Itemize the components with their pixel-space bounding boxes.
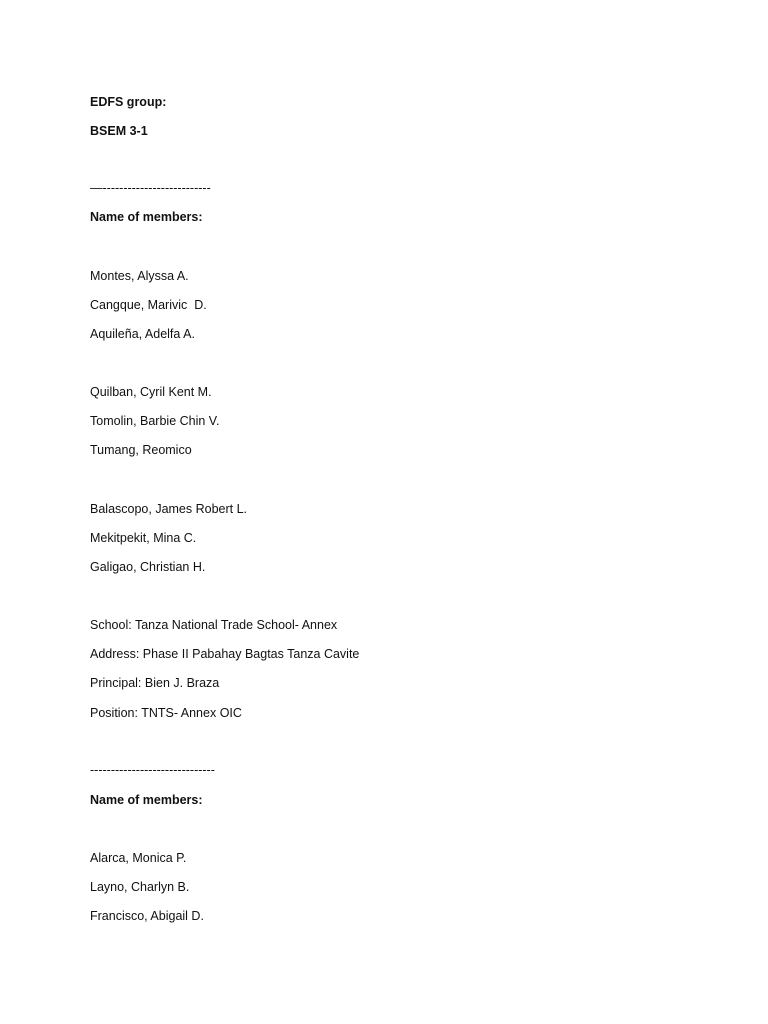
member-name: Aquileña, Adelfa A. bbox=[90, 327, 195, 341]
position-line: Position: TNTS- Annex OIC bbox=[90, 706, 242, 720]
member-name: Tomolin, Barbie Chin V. bbox=[90, 414, 220, 428]
member-name: Alarca, Monica P. bbox=[90, 851, 187, 865]
members-label: Name of members: bbox=[90, 793, 203, 807]
member-name: Montes, Alyssa A. bbox=[90, 269, 189, 283]
member-name: Cangque, Marivic D. bbox=[90, 298, 207, 312]
section-heading: BSEM 3-1 bbox=[90, 124, 148, 138]
member-name: Balascopo, James Robert L. bbox=[90, 502, 248, 516]
member-name: Layno, Charlyn B. bbox=[90, 880, 190, 894]
divider: ------------------------------ bbox=[90, 763, 215, 777]
divider: —-------------------------- bbox=[90, 181, 211, 195]
member-name: Quilban, Cyril Kent M. bbox=[90, 385, 212, 399]
principal-line: Principal: Bien J. Braza bbox=[90, 676, 220, 690]
members-label: Name of members: bbox=[90, 210, 203, 224]
address-line: Address: Phase II Pabahay Bagtas Tanza Cavite bbox=[90, 647, 360, 661]
school-line: School: Tanza National Trade School- Annex bbox=[90, 618, 338, 632]
member-name: Mekitpekit, Mina C. bbox=[90, 531, 197, 545]
member-name: Galigao, Christian H. bbox=[90, 560, 206, 574]
group-heading: EDFS group: bbox=[90, 95, 167, 109]
member-name: Francisco, Abigail D. bbox=[90, 909, 204, 923]
member-name: Tumang, Reomico bbox=[90, 443, 192, 457]
